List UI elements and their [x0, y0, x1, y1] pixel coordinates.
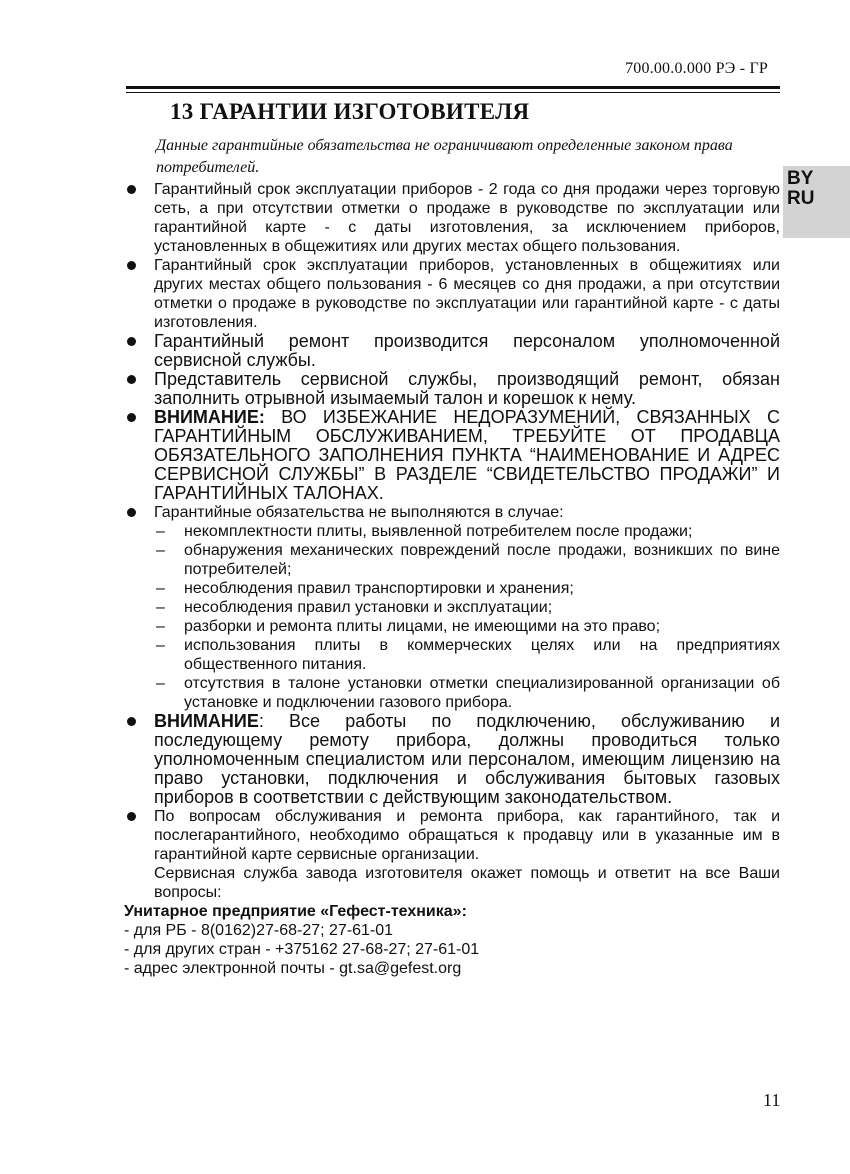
service-contacts-item [124, 807, 780, 902]
exclusion-item: – несоблюдения правил транспортировки и хранения; [154, 579, 780, 598]
list-item: Гарантийный срок эксплуатации приборов - 2 года со дня продажи через торговую сеть, а при отсутствии отметки о продаже в руководстве по эксплуатации или гарантийной карте - с даты изготовления, за исключением приборов, установленных в общежитиях или других местах общего пользования. [124, 180, 780, 256]
attention-text: : Все работы по подключению, обслуживанию и последующему ремоту прибора, должны проводиться только уполномоченным специалистом или персоналом, имеющим лицензию на право установки, подключения и обслуживания бытовых газовых приборов в соответствии с действующим законодательством. [154, 711, 780, 807]
exclusion-item: – несоблюдения правил установки и эксплуатации; [154, 598, 780, 617]
exclusion-item: – некомплектности плиты, выявленной потребителем после продажи; [154, 522, 780, 541]
header-rule-thick [126, 86, 780, 89]
exclusion-item: – отсутствия в талоне установки отметки специализированной организации об установке и подключении газового прибора. [154, 674, 780, 712]
exclusion-item: – обнаружения механических повреждений после продажи, возникших по вине потребителей; [154, 541, 780, 579]
section-title: 13 ГАРАНТИИ ИЗГОТОВИТЕЛЯ [170, 99, 530, 124]
contact-email: - адрес электронной почты - gt.sa@gefest.org [124, 960, 462, 977]
page-number: 11 [763, 1090, 781, 1110]
list-item: Гарантийный ремонт производится персоналом уполномоченной сервисной службы. [124, 332, 780, 370]
contact-phone-rb: - для РБ - 8(0162)27-68-27; 27-61-01 [124, 922, 394, 939]
header-rule-thin [126, 92, 780, 93]
language-tab [783, 166, 850, 238]
exclusions-item [124, 503, 780, 712]
contact-phone-other: - для других стран - +375162 27-68-27; 27-61-01 [124, 941, 480, 958]
organization-name: Унитарное предприятие «Гефест-техника»: [124, 903, 467, 920]
exclusions-list [154, 522, 780, 712]
attention-notice [124, 408, 780, 503]
language-by: BY [787, 168, 814, 189]
attention-notice-installation [124, 712, 780, 807]
list-item: Представитель сервисной службы, производящий ремонт, обязан заполнить отрывной изымаемый талон и корешок к нему. [124, 370, 780, 408]
language-ru: RU [787, 188, 815, 209]
service-extra: Сервисная служба завода изготовителя окажет помощь и ответит на все Ваши вопросы: [154, 865, 780, 901]
list-item: Гарантийный срок эксплуатации приборов, установленных в общежитиях или других местах общего пользования - 6 месяцев со дня продажи, а при отсутствии отметки о продаже в руководстве по эксплуатации или гарантийной карте - с даты изготовления. [124, 256, 780, 332]
attention-text: ВО ИЗБЕЖАНИЕ НЕДОРАЗУМЕНИЙ, СВЯЗАННЫХ С ГАРАНТИЙНЫМ ОБСЛУЖИВАНИЕМ, ТРЕБУЙТЕ ОТ ПРОДАВЦА ОБЯЗАТЕЛЬНОГО ЗАПОЛНЕНИЯ ПУНКТА “НАИМЕНОВАНИЕ И АДРЕС СЕРВИСНОЙ СЛУЖБЫ” В РАЗДЕЛЕ “СВИДЕТЕЛЬСТВО ПРОДАЖИ” И ГАРАНТИЙНЫХ ТАЛОНАХ. [154, 407, 780, 503]
exclusion-item: – разборки и ремонта плиты лицами, не имеющими на это право; [154, 617, 780, 636]
warranty-list [124, 180, 780, 902]
contacts-block [124, 902, 780, 978]
attention-label: ВНИМАНИЕ [154, 711, 259, 731]
section-intro: Данные гарантийные обязательства не ограничивают определенные законом права потребителей. [156, 137, 733, 176]
exclusion-item: – использования плиты в коммерческих целях или на предприятиях общественного питания. [154, 636, 780, 674]
document-code: 700.00.0.000 РЭ - ГР [625, 60, 768, 77]
exclusions-intro: Гарантийные обязательства не выполняются в случае: [154, 504, 564, 521]
attention-label: ВНИМАНИЕ: [154, 407, 265, 427]
warranty-content [124, 180, 780, 978]
service-text: По вопросам обслуживания и ремонта прибора, как гарантийного, так и послегарантийного, необходимо обращаться к продавцу или в указанные им в гарантийной карте сервисные организации. [154, 808, 780, 863]
